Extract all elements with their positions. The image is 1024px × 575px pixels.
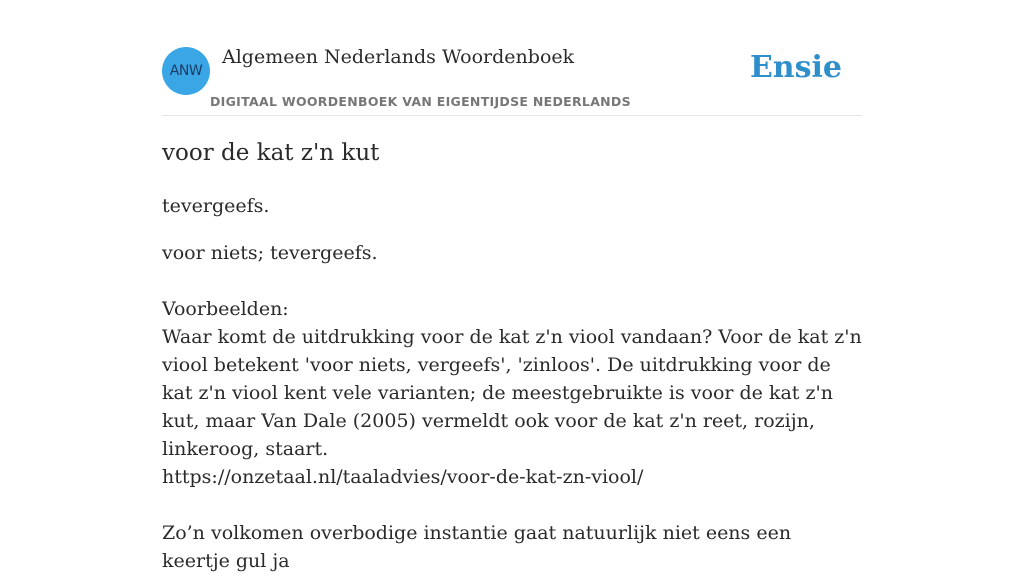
examples-label: Voorbeelden: xyxy=(162,298,289,320)
site-title[interactable]: Algemeen Nederlands Woordenboek xyxy=(222,46,575,68)
definition-short: tevergeefs. xyxy=(162,195,270,217)
examples-section xyxy=(162,295,862,575)
anw-logo[interactable]: ANW xyxy=(162,47,210,95)
definition-long: voor niets; tevergeefs. xyxy=(162,242,378,264)
site-header xyxy=(162,0,862,116)
spacer xyxy=(162,491,862,519)
site-subtitle: DIGITAAL WOORDENBOEK VAN EIGENTIJDSE NEDERLANDS xyxy=(210,94,631,109)
ensie-brand-link[interactable]: Ensie xyxy=(749,50,842,85)
page-container xyxy=(162,0,862,572)
example-text: Waar komt de uitdrukking voor de kat z'n viool vandaan? Voor de kat z'n viool betekent 'voor niets, vergeefs', 'zinloos'. De uitdrukking voor de kat z'n viool kent vele varianten; de meestgebruikte is voor de kat z'n kut, maar Van Dale (2005) vermeldt ook voor de kat z'n reet, rozijn, linkeroog, staart. xyxy=(162,326,862,460)
entry-title: voor de kat z'n kut xyxy=(162,140,380,166)
example-source-link[interactable]: https://onzetaal.nl/taaladvies/voor-de-kat-zn-viool/ xyxy=(162,466,644,488)
example-text: Zo’n volkomen overbodige instantie gaat natuurlijk niet eens een keertje gul ja xyxy=(162,522,792,572)
